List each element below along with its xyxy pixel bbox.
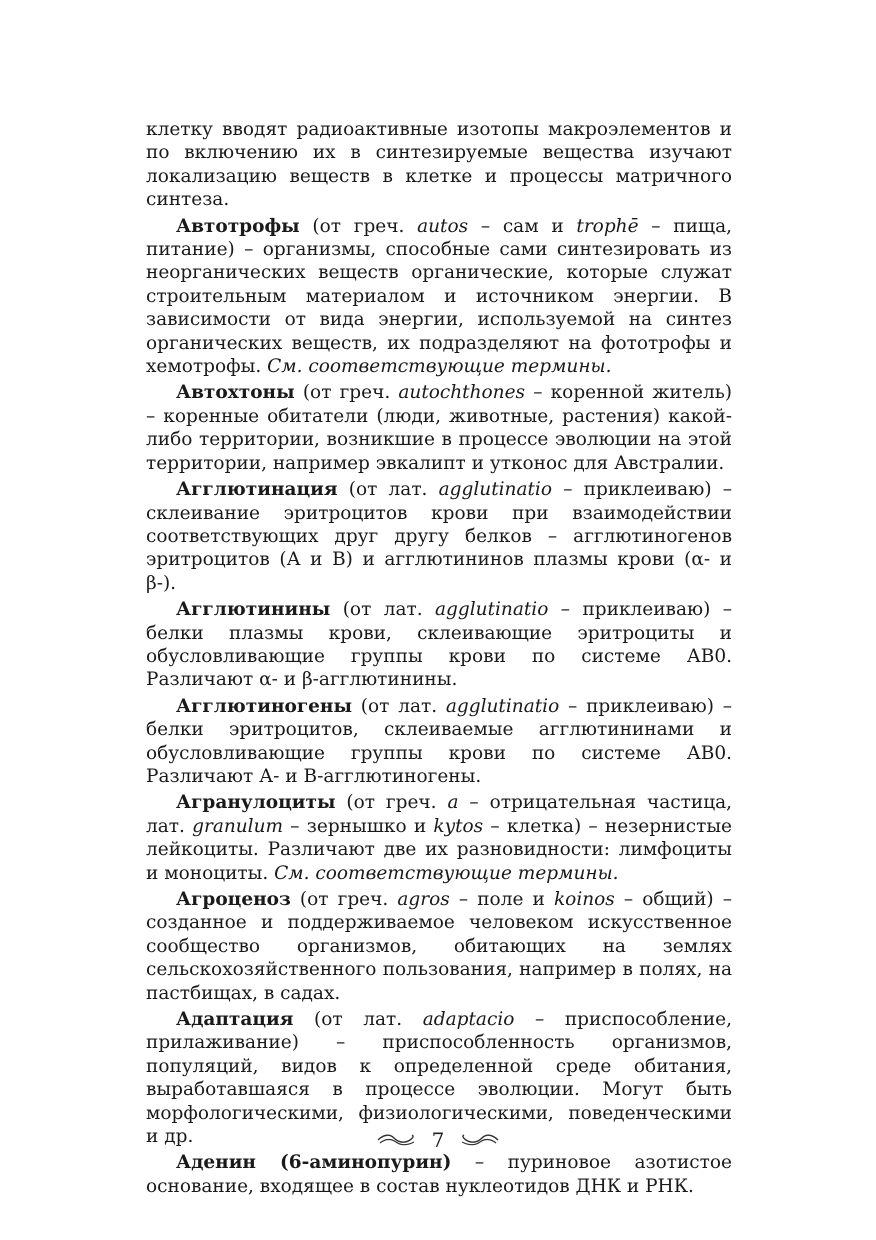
entry-italic-text: См. соответствующие термины. [267,356,612,378]
entry-text: – коренной житель) – коренные обитатели (люди, животные, растения) какой-либо территории, возникшие в процессе эволюции на этой территории, например эвкалипт и утконос для Австралии. [146,382,732,474]
glossary-entry [146,598,732,692]
glossary-entry [146,381,732,475]
entry-text: – пища, питание) – организмы, способные сами синтезировать из неорганических веществ органические, которые служат строительным материалом и источником энергии. В зависимости от вида энергии, используемой на синтез органических веществ, их подразделяют на фототрофы и хемотрофы. [146,215,733,378]
glossary-entry [146,1151,732,1198]
entry-italic-text: autochthones [398,382,526,404]
entry-italic-text: agglutinatio [445,695,560,717]
intro-paragraph: клетку вводят радиоактивные изотопы макроэлементов и по включению их в синтезируемые вещества изучают локализацию веществ в клетке и процессы матричного синтеза. [146,119,732,211]
page-footer [0,1128,876,1152]
entry-italic-text: koinos [553,889,615,910]
entry-text: (от греч. [290,889,398,910]
entry-text: (от лат. [293,1009,423,1031]
entry-term: Агглютиногены [176,695,353,717]
entry-text: (от лат. [337,479,439,501]
entry-term: Адаптация [176,1009,294,1031]
entry-text: (от греч. [299,215,418,237]
entry-text: (от греч. [335,792,448,814]
entry-term: Аденин (6-аминопурин) [176,1152,452,1174]
right-flourish-icon [458,1132,500,1148]
glossary-entry [146,478,732,595]
glossary-entries [146,215,732,1199]
entry-term: Агранулоциты [176,792,336,814]
entry-term: Агглютинация [176,479,338,501]
entry-text: – поле и [449,889,554,910]
entry-text: – отрицательная частица, лат. [146,792,732,837]
entry-text: – пуриновое азотистое основание, входящее в состав нуклеотидов ДНК и РНК. [146,1152,732,1197]
entry-italic-text: adaptacio [422,1009,515,1031]
glossary-entry [146,791,732,885]
entry-text: – приклеиваю) – белки плазмы крови, склеивающие эритроциты и обусловливающие группы крови по системе АВ0. Различают α- и β-агглютинины. [146,599,732,691]
entry-text: (от греч. [294,382,399,404]
entry-italic-text: См. соответствующие термины. [274,862,619,884]
glossary-entry [146,888,732,1005]
entry-text: – сам и [468,215,577,237]
entry-text: – клетка) – незернистые лейкоциты. Различают две их разновидности: лимфоциты и моноциты. [146,815,732,884]
entry-term: Автохтоны [176,382,295,404]
entry-italic-text: а [447,792,459,814]
entry-italic-text: trophē [576,215,639,237]
entry-italic-text: agglutinatio [435,599,549,621]
entry-term: Агглютинины [176,599,331,621]
entry-text: – приклеиваю) – склеивание эритроцитов крови при взаимодействии соответствующих друг другу белков – агглютиногенов эритроцитов (А и В) и агглютининов плазмы крови (α- и β-). [146,479,732,594]
entry-italic-text: agglutinatio [438,479,552,501]
entry-text: (от лат. [330,599,436,621]
glossary-entry [146,695,732,789]
left-flourish-icon [376,1132,418,1148]
entry-term: Автотрофы [176,215,300,237]
glossary-entry [146,215,732,379]
entry-text: (от лат. [352,695,446,717]
entry-text: – зернышко и [283,815,434,837]
entry-italic-text: granulum [192,815,284,837]
entry-italic-text: kytos [433,815,484,837]
entry-italic-text: agros [397,889,450,910]
entry-italic-text: autos [417,215,469,237]
page-number: 7 [431,1128,445,1152]
entry-text: – приклеиваю) – белки эритроцитов, склеиваемые агглютининами и обусловливающие группы крови по системе АВ0. Различают А- и В-агглютиногены. [146,695,732,787]
page-body [146,118,732,1198]
entry-text: – общий) – созданное и поддерживаемое человеком искусственное сообщество организмов, обитающих на землях сельскохозяйственного пользования, например в полях, на пастбищах, в садах. [146,889,732,1004]
entry-term: Агроценоз [176,889,291,910]
entry-text: – приспособление, прилаживание) – приспособленность организмов, популяций, видов к определенной среде обитания, выработавшаяся в процессе эволюции. Могут быть морфологическими, физиологическими, поведенческими и др. [146,1009,732,1148]
